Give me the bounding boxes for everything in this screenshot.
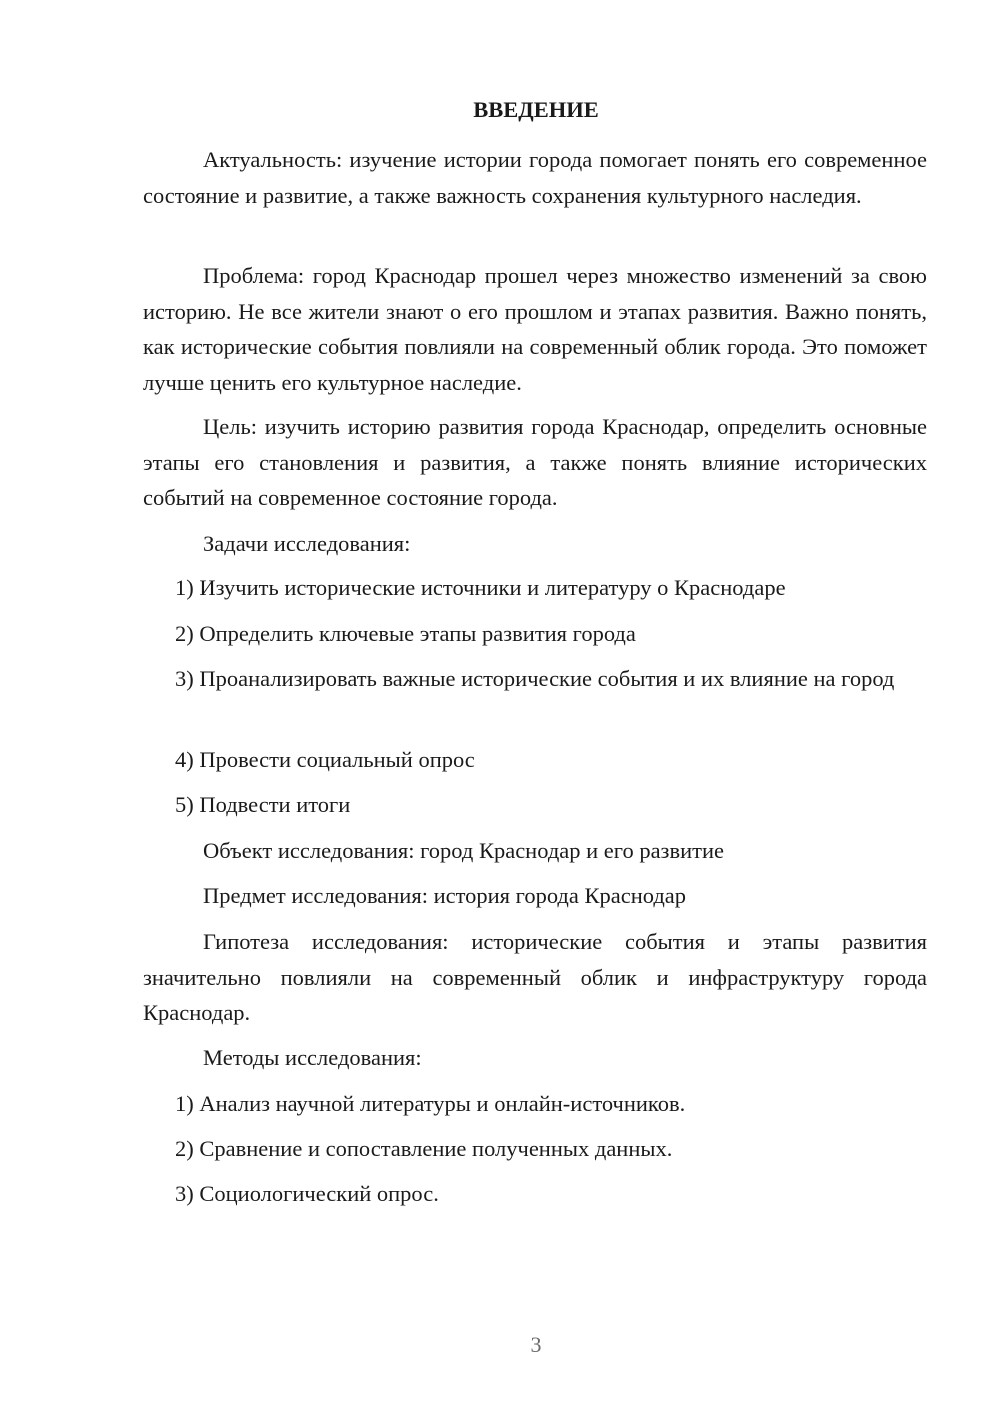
relevance-paragraph <box>143 142 927 213</box>
method-item-1 <box>143 1086 927 1122</box>
task-item-2 <box>143 616 927 652</box>
task-item-1 <box>143 570 927 606</box>
list-item: 3) Проанализировать важные исторические события и их влияние на город <box>175 666 895 691</box>
hypothesis-paragraph <box>143 924 927 1031</box>
list-item: 3) Социологический опрос. <box>175 1181 439 1206</box>
list-item: 1) Анализ научной литературы и онлайн-источников. <box>175 1091 686 1116</box>
list-item: 1) Изучить исторические источники и литературу о Краснодаре <box>175 575 786 600</box>
subject-text: Предмет исследования: история города Краснодар <box>203 883 687 908</box>
list-item: 5) Подвести итоги <box>175 792 351 817</box>
task-item-3 <box>143 661 927 697</box>
page-number: 3 <box>530 1332 542 1357</box>
methods-title-block <box>143 1040 927 1076</box>
list-item: 4) Провести социальный опрос <box>175 747 475 772</box>
method-item-3 <box>143 1176 927 1212</box>
problem-paragraph <box>143 258 927 400</box>
method-item-2 <box>143 1131 927 1167</box>
list-item: 2) Сравнение и сопоставление полученных данных. <box>175 1136 673 1161</box>
tasks-title: Задачи исследования: <box>203 531 411 556</box>
problem-text: Проблема: город Краснодар прошел через множество изменений за свою историю. Не все жители знают о его прошлом и этапах развития. Важно понять, как исторические события повлияли на современный облик города. Это поможет лучше ценить его культурное наследие. <box>143 263 927 395</box>
task-item-4 <box>143 742 927 778</box>
hypothesis-text: Гипотеза исследования: исторические события и этапы развития значительно повлияли на современный облик и инфраструктуру города Краснодар. <box>143 929 927 1025</box>
object-paragraph <box>143 833 927 869</box>
relevance-text: Актуальность: изучение истории города помогает понять его современное состояние и развитие, а также важность сохранения культурного наследия. <box>143 147 927 208</box>
task-item-5 <box>143 787 927 823</box>
methods-title: Методы исследования: <box>203 1045 422 1070</box>
goal-paragraph <box>143 409 927 516</box>
subject-paragraph <box>143 878 927 914</box>
object-text: Объект исследования: город Краснодар и его развитие <box>203 838 724 863</box>
section-heading: ВВЕДЕНИЕ <box>473 97 599 122</box>
list-item: 2) Определить ключевые этапы развития города <box>175 621 636 646</box>
goal-text: Цель: изучить историю развития города Краснодар, определить основные этапы его становления и развития, а также понять влияние исторических событий на современное состояние города. <box>143 414 927 510</box>
tasks-title-block <box>143 526 927 562</box>
